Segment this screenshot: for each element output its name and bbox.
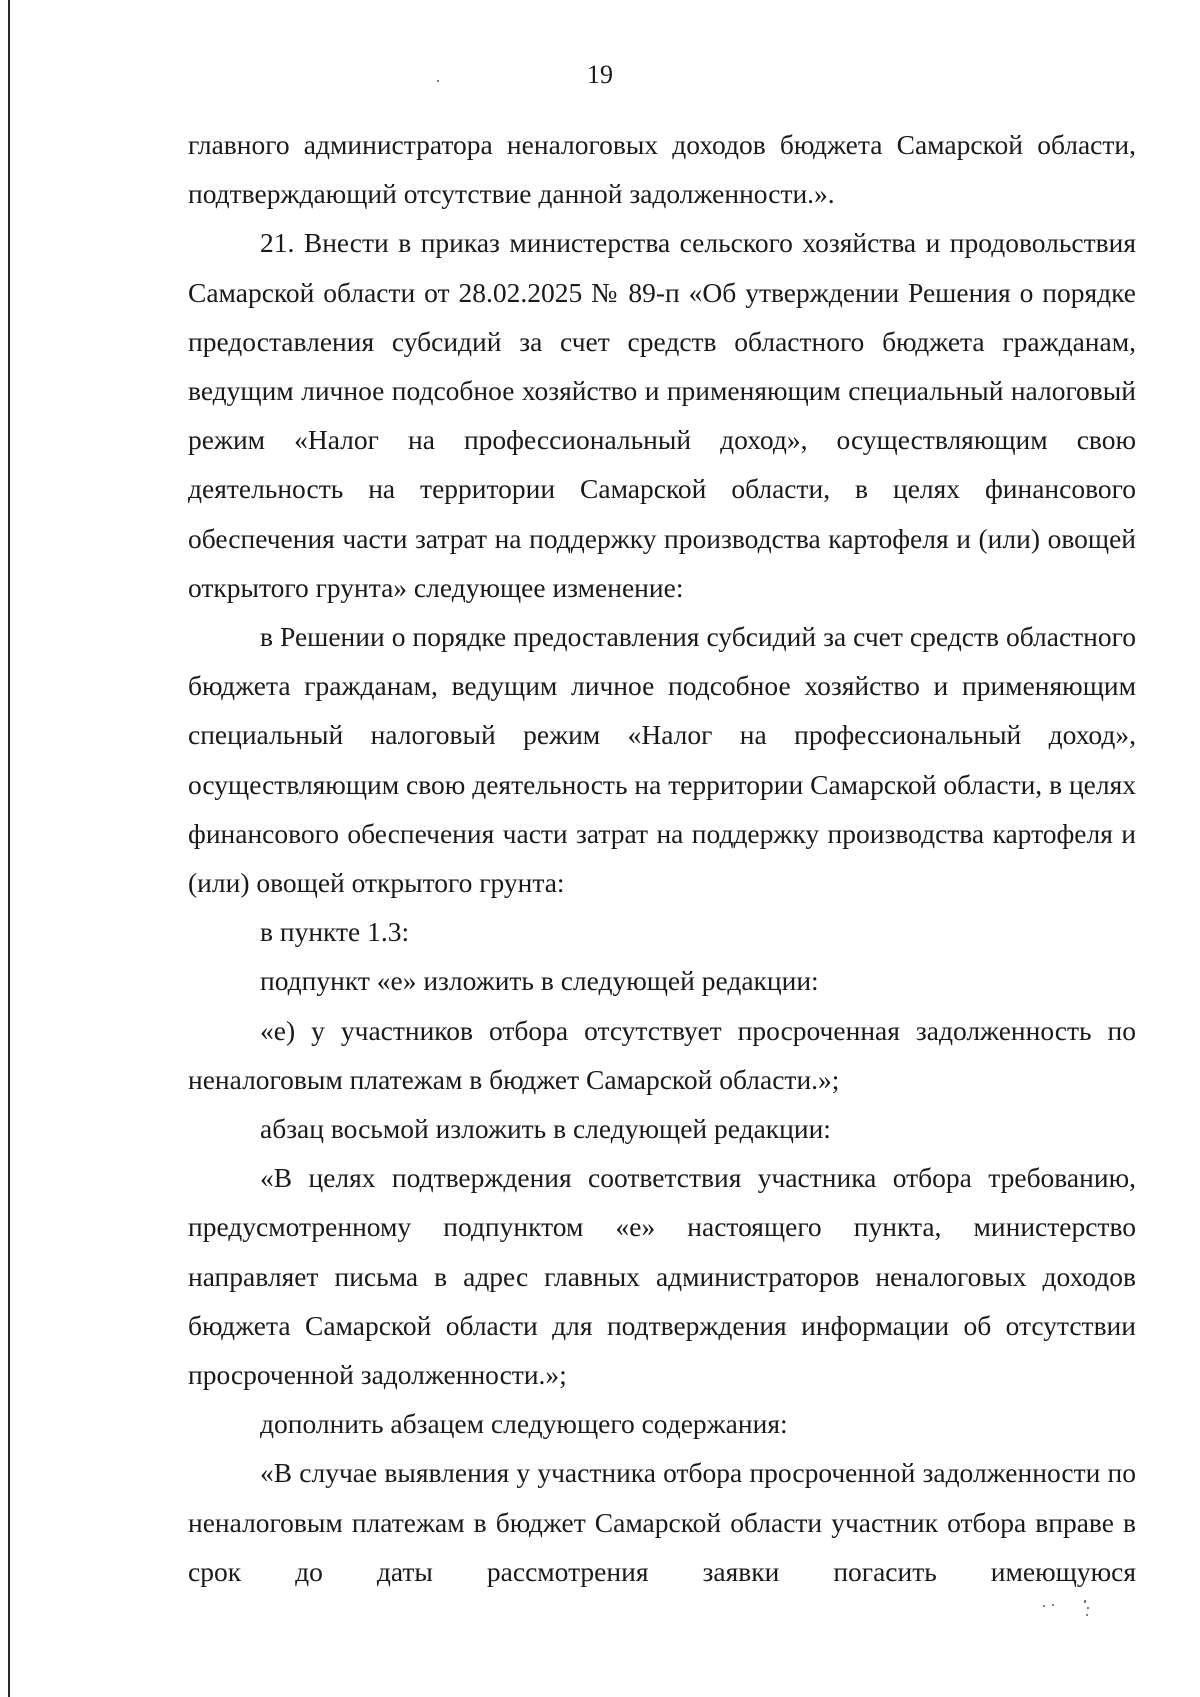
paragraph-continuation: главного администратора неналоговых доходов бюджета Самарской области, подтверждающий отсутствие данной задолженности.». bbox=[188, 129, 1136, 210]
paragraph-subclause-e-text: «е) у участников отбора отсутствует просроченная задолженность по неналоговым платежам в бюджет Самарской области.»; bbox=[188, 1014, 1136, 1095]
page-number: 19 bbox=[587, 60, 613, 89]
document-body bbox=[188, 120, 1136, 1596]
paragraph-subclause-e-intro: подпункт «е» изложить в следующей редакции: bbox=[260, 965, 819, 997]
scan-speck bbox=[1086, 1614, 1088, 1616]
paragraph-eighth-text: «В целях подтверждения соответствия участника отбора требованию, предусмотренному подпунктом «е» настоящего пункта, министерство направляет письма в адрес главных администраторов неналоговых доходов бюджета Самарской области для подтверждения информации об отсутствии просроченной задолженности.»; bbox=[188, 1162, 1136, 1391]
paragraph-eighth-intro: абзац восьмой изложить в следующей редакции: bbox=[260, 1113, 831, 1145]
scan-edge-line bbox=[8, 0, 10, 1697]
paragraph-add-intro: дополнить абзацем следующего содержания: bbox=[260, 1408, 788, 1440]
scan-speck bbox=[437, 80, 439, 82]
scan-speck bbox=[1084, 1600, 1086, 1603]
scan-speck bbox=[1043, 1605, 1045, 1607]
paragraph-item-21: 21. Внести в приказ министерства сельского хозяйства и продовольствия Самарской области от 28.02.2025 № 89-п «Об утверждении Решения о порядке предоставления субсидий за счет средств областного бюджета гражданам, ведущим личное подсобное хозяйство и применяющим специальный налоговый режим «Налог на профессиональный доход», осуществляющим свою деятельность на территории Самарской области, в целях финансового обеспечения части затрат на поддержку производства картофеля и (или) овощей открытого грунта» следующее изменение: bbox=[188, 227, 1136, 603]
paragraph-decision-amendment: в Решении о порядке предоставления субсидий за счет средств областного бюджета гражданам, ведущим личное подсобное хозяйство и применяющим специальный налоговый режим «Налог на профессиональный доход», осуществляющим свою деятельность на территории Самарской области, в целях финансового обеспечения части затрат на поддержку производства картофеля и (или) овощей открытого грунта: bbox=[188, 621, 1136, 899]
scan-speck bbox=[1087, 1607, 1089, 1609]
scan-speck bbox=[1052, 1604, 1054, 1606]
paragraph-add-text: «В случае выявления у участника отбора просроченной задолженности по неналоговым платежам в бюджет Самарской области участник отбора вправе в срок до даты рассмотрения заявки погасить имеющуюся bbox=[188, 1457, 1136, 1587]
paragraph-clause-1-3: в пункте 1.3: bbox=[260, 916, 410, 948]
